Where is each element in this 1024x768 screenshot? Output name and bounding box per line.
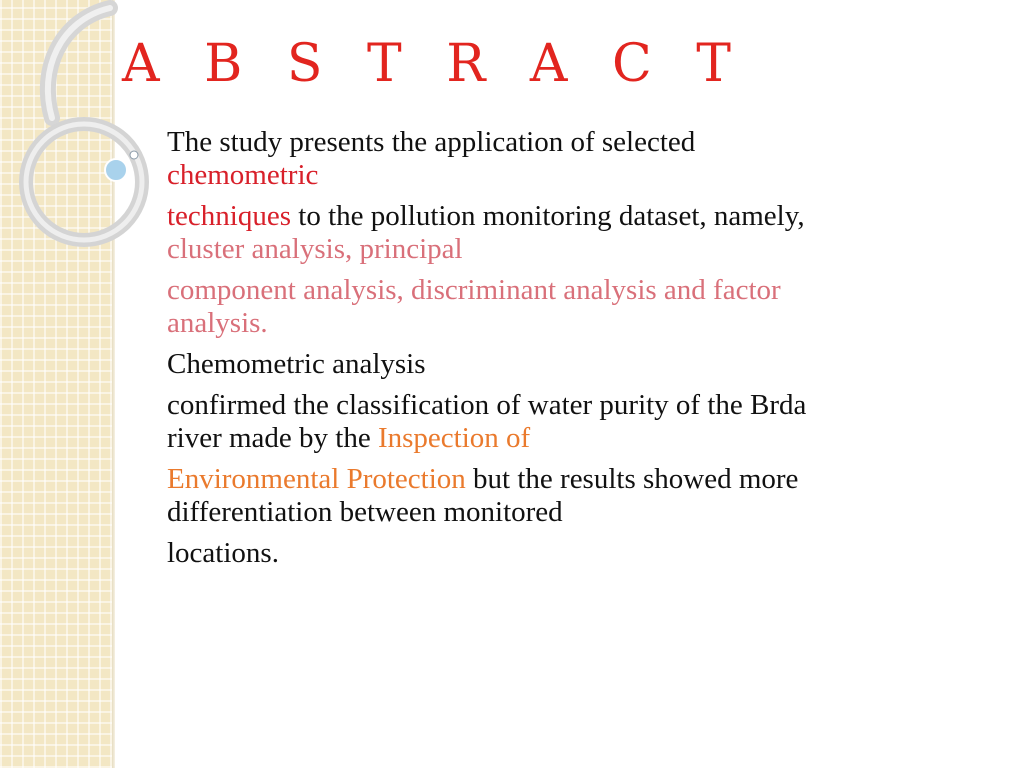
abstract-paragraph-5 [167, 389, 867, 455]
text-run: Chemometric analysis [167, 348, 426, 380]
bullet-dot-icon [105, 159, 127, 181]
text-run: to the pollution monitoring dataset, namely, [291, 200, 805, 232]
bullet-small-ring-icon [130, 151, 138, 159]
text-run: confirmed the classification of water purity of the Brda river made by the [167, 389, 807, 454]
abstract-paragraph-1 [167, 126, 867, 192]
abstract-body [167, 126, 867, 578]
abstract-paragraph-3 [167, 274, 867, 340]
abstract-paragraph-7 [167, 537, 867, 570]
abstract-paragraph-2 [167, 200, 867, 266]
highlight-techniques: techniques [167, 200, 292, 232]
highlight-methods: cluster analysis, principal [167, 233, 463, 265]
deco-ring-large-inner [26, 124, 142, 240]
slide-title: A B S T R A C T [122, 34, 745, 94]
highlight-inspection: Inspection of [377, 422, 531, 454]
text-run: locations. [167, 537, 279, 569]
highlight-environmental-protection: Environmental Protection [167, 463, 466, 495]
highlight-chemometric: chemometric [167, 159, 319, 191]
text-run: The study presents the application of selected [167, 126, 696, 158]
abstract-paragraph-4 [167, 348, 867, 381]
text-run: but the results showed more differentiation between monitored [167, 463, 799, 528]
abstract-paragraph-6 [167, 463, 867, 529]
highlight-methods-cont: component analysis, discriminant analysis and factor analysis. [167, 274, 781, 339]
